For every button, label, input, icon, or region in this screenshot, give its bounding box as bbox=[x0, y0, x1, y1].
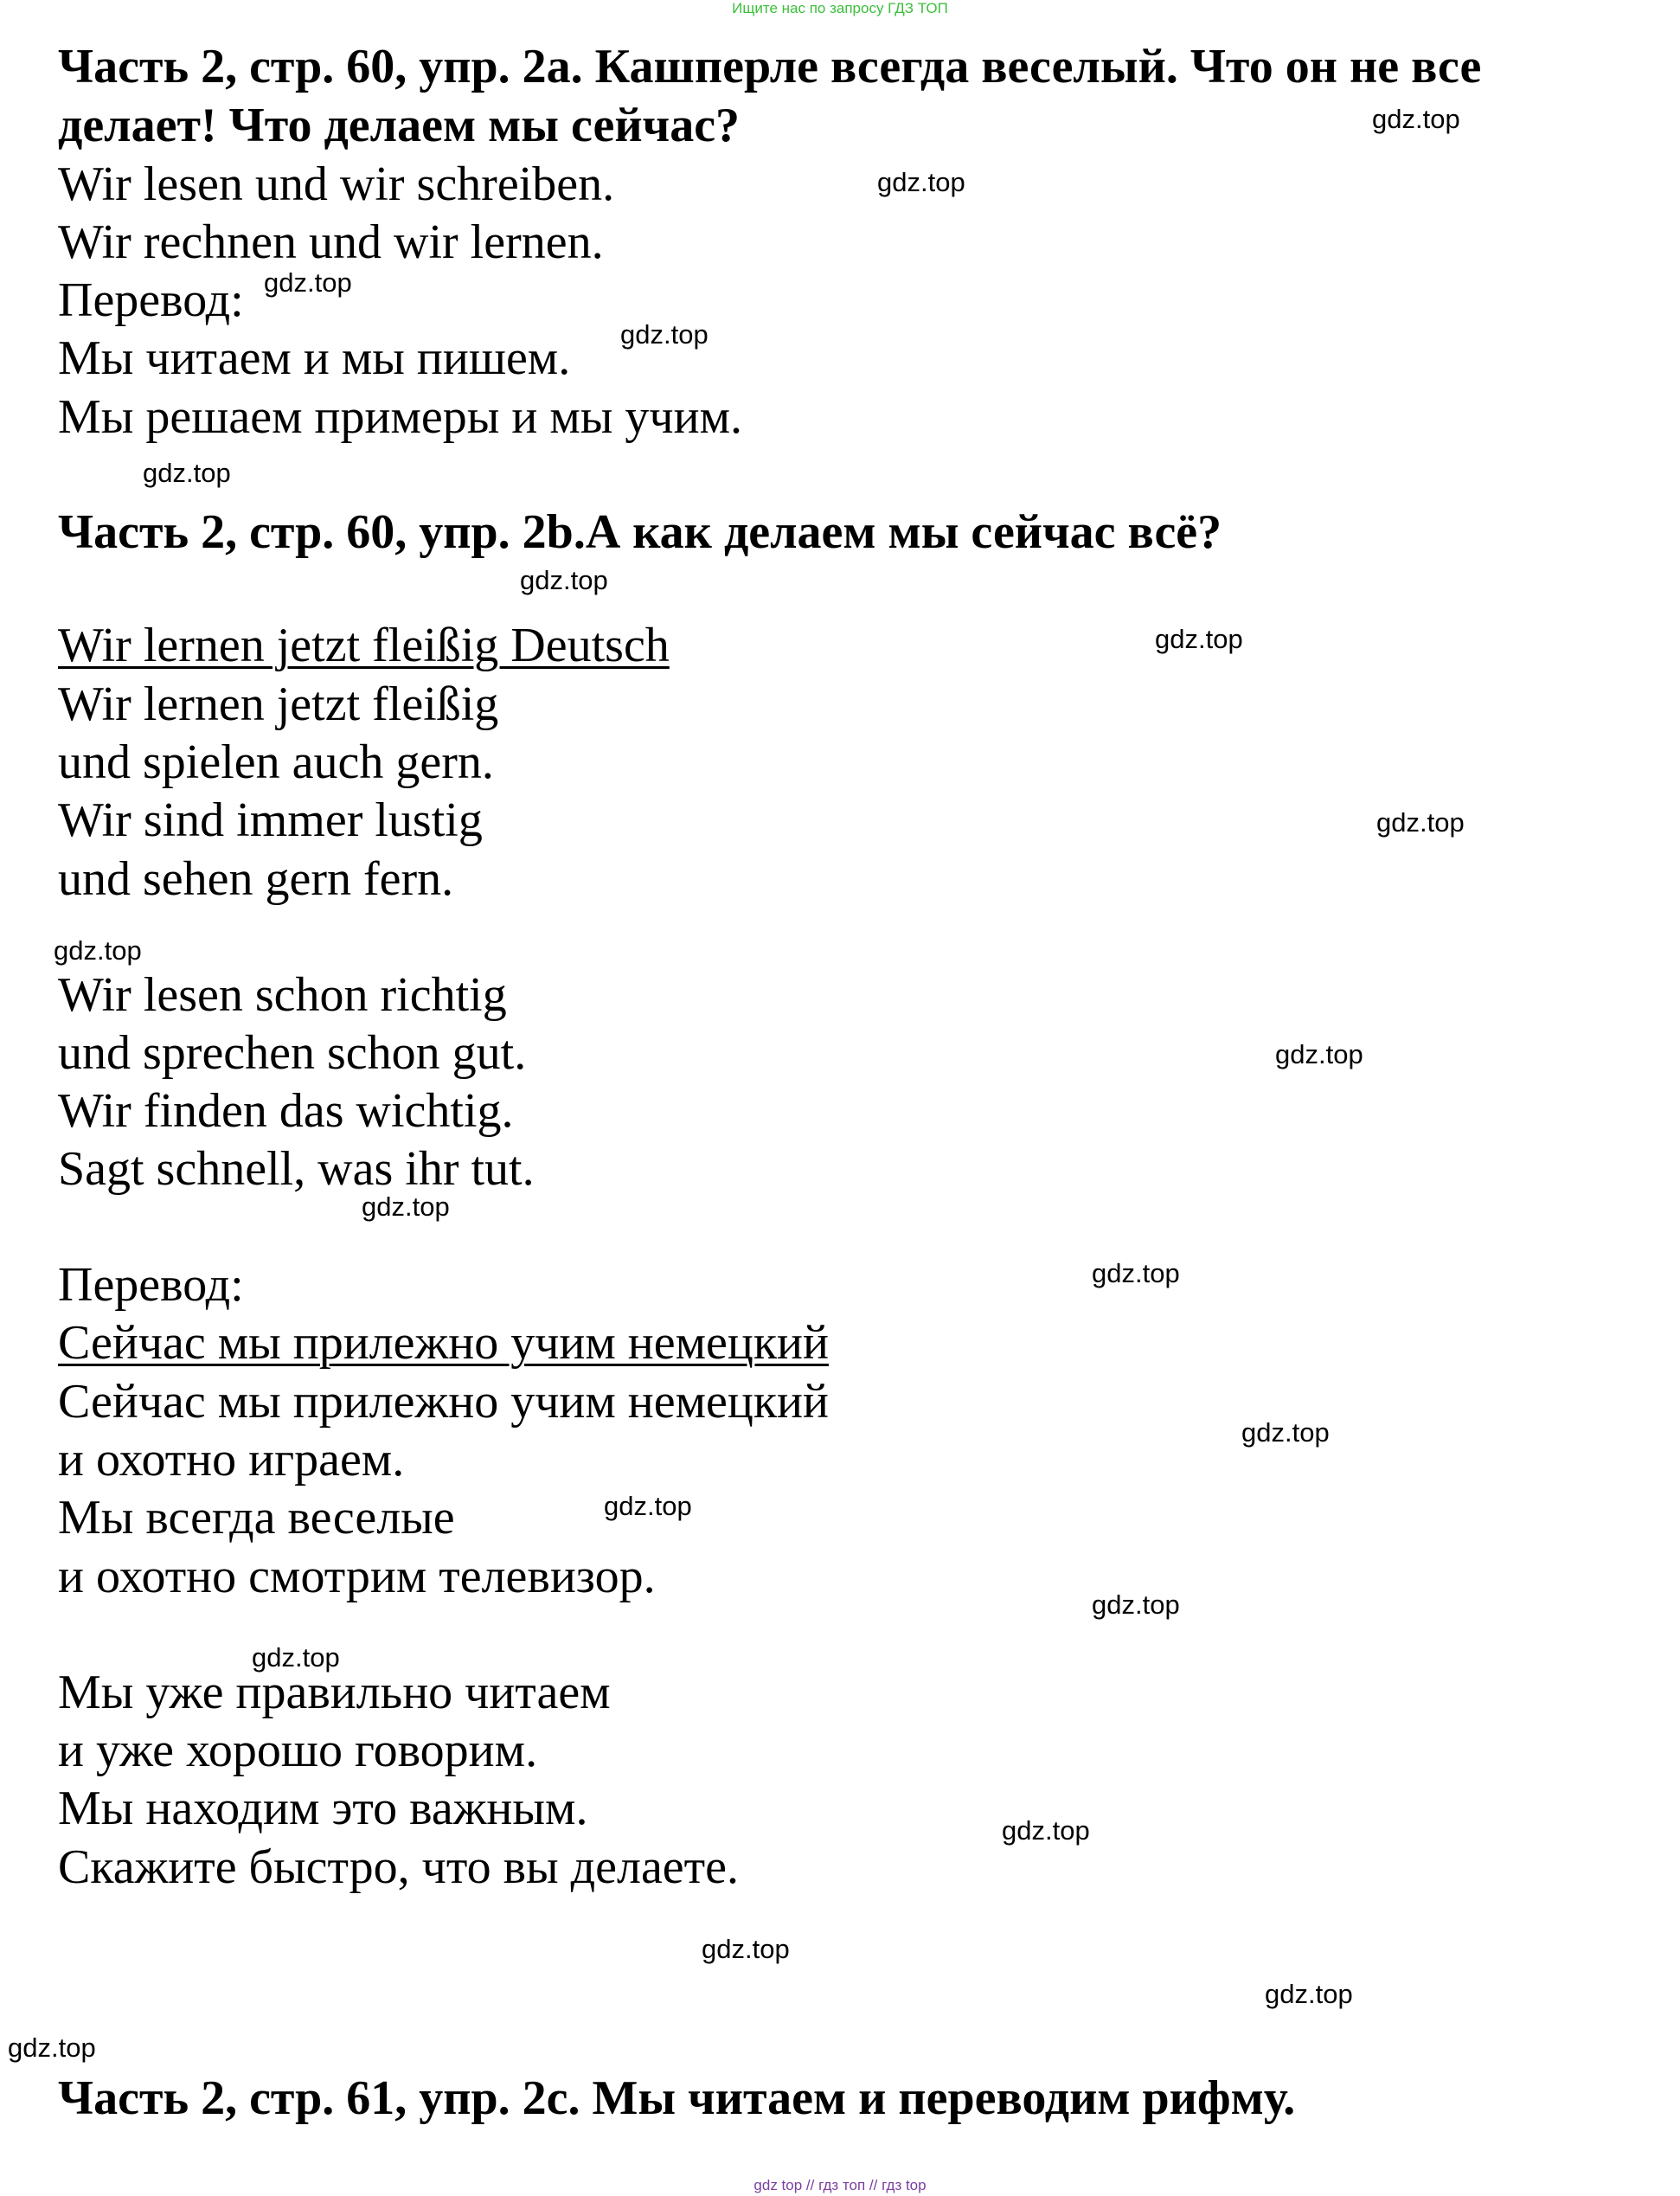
section-2a-title-line1: Часть 2, стр. 60, упр. 2a. Кашперле всегда веселый. Что он не все bbox=[58, 40, 1482, 93]
translation-line: и охотно играем. bbox=[58, 1433, 405, 1486]
translation-line: Сейчас мы прилежно учим немецкий bbox=[58, 1375, 829, 1429]
watermark: gdz.top bbox=[1002, 1815, 1090, 1846]
section-2b-title: Часть 2, стр. 60, упр. 2b.А как делаем мы сейчас всё? bbox=[58, 505, 1222, 559]
section-2a-line: Мы читаем и мы пишем. bbox=[58, 331, 571, 385]
section-2a-line: Мы решаем примеры и мы учим. bbox=[58, 390, 742, 444]
watermark: gdz.top bbox=[620, 319, 709, 350]
watermark: gdz.top bbox=[264, 267, 352, 298]
watermark: gdz.top bbox=[1092, 1258, 1180, 1288]
watermark: gdz.top bbox=[1241, 1417, 1330, 1448]
watermark: gdz.top bbox=[8, 2032, 96, 2063]
bottom-banner: gdz top // гдз топ // гдз top bbox=[753, 2177, 927, 2193]
poem-line: Wir lesen schon richtig bbox=[58, 968, 507, 1022]
translation-line: Мы всегда веселые bbox=[58, 1491, 455, 1544]
watermark: gdz.top bbox=[702, 1934, 790, 1964]
section-2a-line: Wir lesen und wir schreiben. bbox=[58, 157, 615, 211]
watermark: gdz.top bbox=[1376, 807, 1465, 838]
translation-line: и охотно смотрим телевизор. bbox=[58, 1550, 656, 1603]
watermark: gdz.top bbox=[1275, 1039, 1363, 1069]
watermark: gdz.top bbox=[54, 935, 142, 966]
translation-line: Мы находим это важным. bbox=[58, 1782, 588, 1835]
section-2a-line: Wir rechnen und wir lernen. bbox=[58, 215, 604, 269]
watermark: gdz.top bbox=[1265, 1979, 1353, 2009]
translation-title: Сейчас мы прилежно учим немецкий bbox=[58, 1316, 829, 1370]
poem-line: Wir finden das wichtig. bbox=[58, 1084, 514, 1138]
section-2a-title-line2: делает! Что делаем мы сейчас? bbox=[58, 99, 741, 152]
poem-line: und sprechen schon gut. bbox=[58, 1026, 527, 1080]
watermark: gdz.top bbox=[1155, 624, 1243, 654]
translation-line: и уже хорошо говорим. bbox=[58, 1724, 538, 1777]
top-banner: Ищите нас по запросу ГДЗ ТОП bbox=[732, 0, 948, 16]
watermark: gdz.top bbox=[362, 1191, 450, 1222]
section-2b-translation-label: Перевод: bbox=[58, 1258, 244, 1312]
poem-title: Wir lernen jetzt fleißig Deutsch bbox=[58, 619, 670, 672]
poem-line: Sagt schnell, was ihr tut. bbox=[58, 1142, 535, 1196]
poem-line: Wir lernen jetzt fleißig bbox=[58, 677, 499, 731]
section-2a-translation-label: Перевод: bbox=[58, 273, 244, 327]
watermark: gdz.top bbox=[252, 1642, 340, 1673]
poem-line: und spielen auch gern. bbox=[58, 735, 494, 789]
watermark: gdz.top bbox=[143, 458, 231, 488]
watermark: gdz.top bbox=[877, 167, 965, 197]
watermark: gdz.top bbox=[604, 1491, 692, 1521]
watermark: gdz.top bbox=[1372, 104, 1460, 134]
translation-line: Мы уже правильно читаем bbox=[58, 1666, 611, 1719]
translation-line: Скажите быстро, что вы делаете. bbox=[58, 1840, 739, 1894]
section-2c-title: Часть 2, стр. 61, упр. 2c. Мы читаем и переводим рифму. bbox=[58, 2071, 1296, 2125]
watermark: gdz.top bbox=[520, 565, 608, 595]
poem-line: und sehen gern fern. bbox=[58, 852, 454, 906]
poem-line: Wir sind immer lustig bbox=[58, 793, 483, 847]
watermark: gdz.top bbox=[1092, 1589, 1180, 1620]
